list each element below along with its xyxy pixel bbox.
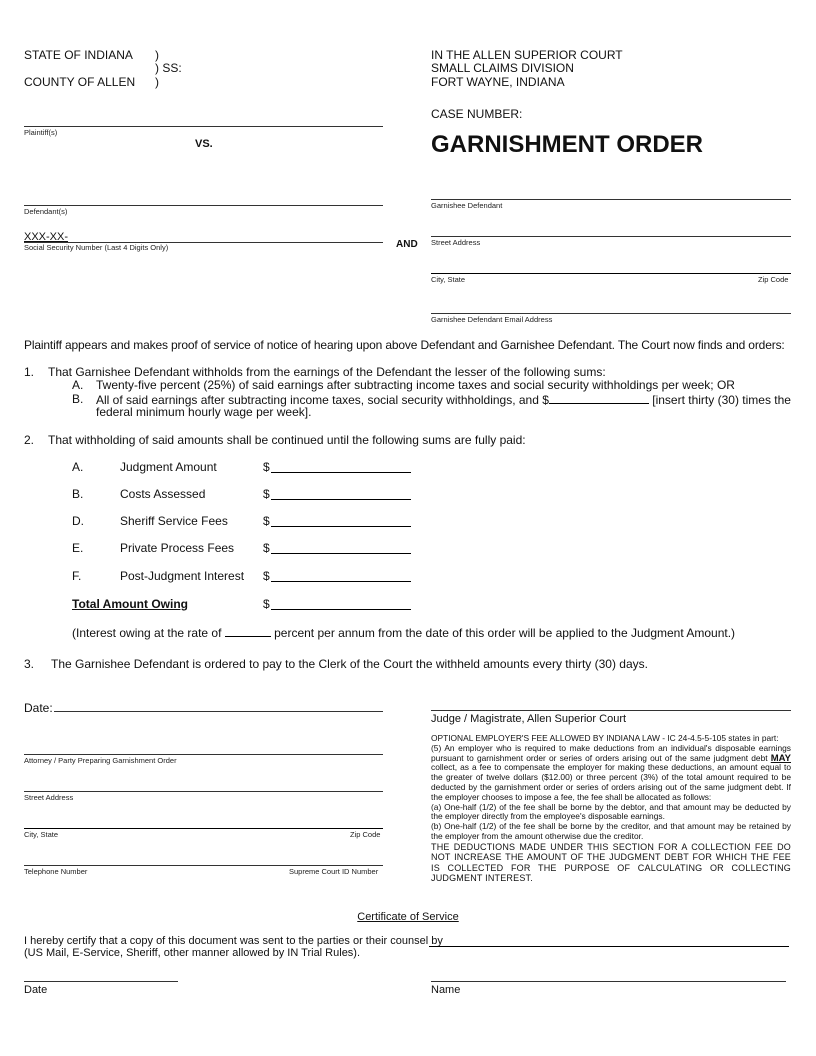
certificate-name-field[interactable] — [431, 981, 786, 982]
garnishee-city-field[interactable] — [431, 273, 791, 274]
currency: $ — [263, 597, 270, 611]
judge-label: Judge / Magistrate, Allen Superior Court — [431, 713, 627, 725]
defendant-field[interactable] — [24, 205, 383, 206]
sum-letter: B. — [72, 487, 84, 501]
court-id-label: Supreme Court ID Number — [289, 867, 379, 876]
total-label: Total Amount Owing — [72, 597, 188, 611]
sum-letter: D. — [72, 514, 84, 528]
sum-label-process: Private Process Fees — [120, 541, 235, 555]
certificate-date-field[interactable] — [24, 981, 178, 982]
case-number-label: CASE NUMBER: — [431, 107, 523, 121]
interest-rate-field[interactable] — [225, 625, 271, 637]
employer-fee-pb: (b) One-half (1/2) of the fee shall be borne by the creditor, and that amount may be retained by the employer from the amount otherwise due the creditor. — [431, 821, 791, 841]
ss-label: ) SS: — [155, 61, 182, 75]
sum-label-interest: Post-Judgment Interest — [120, 569, 245, 583]
post-judgment-interest-field[interactable] — [271, 581, 411, 582]
min-wage-field[interactable] — [549, 392, 649, 404]
currency: $ — [263, 460, 270, 474]
item3-text: The Garnishee Defendant is ordered to pay to the Clerk of the Court the withheld amounts every thirty (30) days. — [51, 657, 648, 671]
date-field[interactable] — [54, 711, 383, 712]
employer-fee-caps: THE DEDUCTIONS MADE UNDER THIS SECTION FOR A COLLECTION FEE DO NOT INCREASE THE AMOUNT OF THE JUDGMENT DEBT FOR WHICH THE FEE IS COLLECTED FOR THE PURPOSE OF CALCULATING OR COLLECTING JUDGMENT INTEREST. — [431, 841, 791, 883]
certificate-name-label: Name — [431, 984, 461, 996]
item1b-note: [insert thirty (30) times the — [652, 393, 791, 407]
phone-label: Telephone Number — [24, 867, 88, 876]
item-number: 2. — [24, 433, 35, 447]
may-emphasis: MAY — [770, 752, 791, 764]
defendant-label: Defendant(s) — [24, 207, 68, 216]
item2-text: That withholding of said amounts shall be continued until the following sums are fully paid: — [48, 433, 526, 447]
employer-fee-heading: OPTIONAL EMPLOYER'S FEE ALLOWED BY INDIANA LAW - IC 24-4.5-5-105 states in part: — [431, 733, 779, 743]
street-label: Street Address — [431, 238, 481, 247]
attorney-label: Attorney / Party Preparing Garnishment Order — [24, 756, 177, 765]
item1b-text: All of said earnings after subtracting income taxes, social security withholdings, and $ — [96, 393, 549, 407]
phone-field[interactable] — [24, 865, 383, 866]
court-division: SMALL CLAIMS DIVISION — [431, 61, 574, 75]
item1-text: That Garnishee Defendant withholds from the earnings of the Defendant the lesser of the following sums: — [48, 365, 606, 379]
interest-note-text: percent per annum from the date of this order will be applied to the Judgment Amount.) — [274, 626, 736, 640]
paren: ) — [155, 75, 159, 89]
court-location: FORT WAYNE, INDIANA — [431, 75, 565, 89]
service-method-field[interactable] — [429, 946, 789, 947]
interest-note — [72, 625, 735, 640]
certificate-date-label: Date — [24, 984, 48, 996]
zip-label: Zip Code — [350, 830, 381, 839]
currency: $ — [263, 487, 270, 501]
item-number: 1. — [24, 365, 35, 379]
garnishee-field[interactable] — [431, 199, 791, 200]
certificate-title: Certificate of Service — [357, 911, 459, 923]
judge-signature-field[interactable] — [431, 710, 791, 711]
item1b-continued: federal minimum hourly wage per week]. — [96, 405, 312, 419]
sum-label-costs: Costs Assessed — [120, 487, 206, 501]
vs-label: VS. — [195, 138, 213, 150]
sum-letter: A. — [72, 460, 84, 474]
ssn-value[interactable]: XXX-XX- — [24, 231, 69, 243]
currency: $ — [263, 569, 270, 583]
certificate-methods: (US Mail, E-Service, Sheriff, other manner allowed by IN Trial Rules). — [24, 947, 361, 959]
city-label: City, State — [24, 830, 59, 839]
employer-fee-notice — [431, 734, 791, 883]
item1a-text: Twenty-five percent (25%) of said earnings after subtracting income taxes and social security withholdings per week; OR — [96, 378, 735, 392]
currency: $ — [263, 541, 270, 555]
intro-text: Plaintiff appears and makes proof of service of notice of hearing upon above Defendant and Garnishee Defendant. The Court now finds and orders: — [24, 338, 785, 352]
sum-label-sheriff: Sheriff Service Fees — [120, 514, 228, 528]
sum-letter: F. — [72, 569, 82, 583]
and-label: AND — [396, 239, 418, 250]
attorney-field[interactable] — [24, 754, 383, 755]
plaintiff-field[interactable] — [24, 126, 383, 127]
court-name: IN THE ALLEN SUPERIOR COURT — [431, 48, 623, 62]
zip-label: Zip Code — [758, 275, 789, 284]
judgment-amount-field[interactable] — [271, 472, 411, 473]
item-number: 3. — [24, 657, 35, 671]
costs-assessed-field[interactable] — [271, 499, 411, 500]
currency: $ — [263, 514, 270, 528]
page-title: GARNISHMENT ORDER — [431, 131, 704, 158]
garnishee-email-field[interactable] — [431, 313, 791, 314]
employer-fee-pa: (a) One-half (1/2) of the fee shall be borne by the debtor, and that amount may be deducted by the employer directly from the employee's disposable earnings. — [431, 801, 791, 822]
garnishee-street-field[interactable] — [431, 236, 791, 237]
sheriff-fees-field[interactable] — [271, 526, 411, 527]
county-label: COUNTY OF ALLEN — [24, 75, 136, 89]
attorney-city-field[interactable] — [24, 828, 383, 829]
sum-letter: E. — [72, 541, 84, 555]
process-fees-field[interactable] — [271, 553, 411, 554]
interest-note-text: (Interest owing at the rate of — [72, 626, 222, 640]
total-amount-field[interactable] — [271, 609, 411, 610]
attorney-street-field[interactable] — [24, 791, 383, 792]
garnishee-label: Garnishee Defendant — [431, 201, 503, 210]
plaintiff-label: Plaintiff(s) — [24, 128, 58, 137]
state-label: STATE OF INDIANA — [24, 48, 133, 62]
paren: ) — [155, 48, 159, 62]
certificate-text: I hereby certify that a copy of this document was sent to the parties or their counsel by — [24, 935, 443, 947]
email-label: Garnishee Defendant Email Address — [431, 315, 553, 324]
ssn-label: Social Security Number (Last 4 Digits Only) — [24, 243, 169, 252]
item-letter: B. — [72, 392, 84, 406]
item-letter: A. — [72, 378, 84, 392]
date-label: Date: — [24, 701, 53, 715]
city-label: City, State — [431, 275, 466, 284]
employer-fee-p5: (5) An employer who is required to make deductions from an individual's disposable earnings pursuant to garnishment order or series of orders arising out of the same judgment debt MAY collect, as a fee to compensate the employer for making these deductions, an amount equal to the greater of twelve dollars ($12.00) or three percent (3%) of the total amount required to be deducted by the garnishment order or series of orders arising out of the same judgment debt. If the employer chooses to impose a fee, the fee shall be allocated as follows: — [431, 742, 791, 802]
sum-label-judgment: Judgment Amount — [120, 460, 217, 474]
street-label: Street Address — [24, 793, 74, 802]
